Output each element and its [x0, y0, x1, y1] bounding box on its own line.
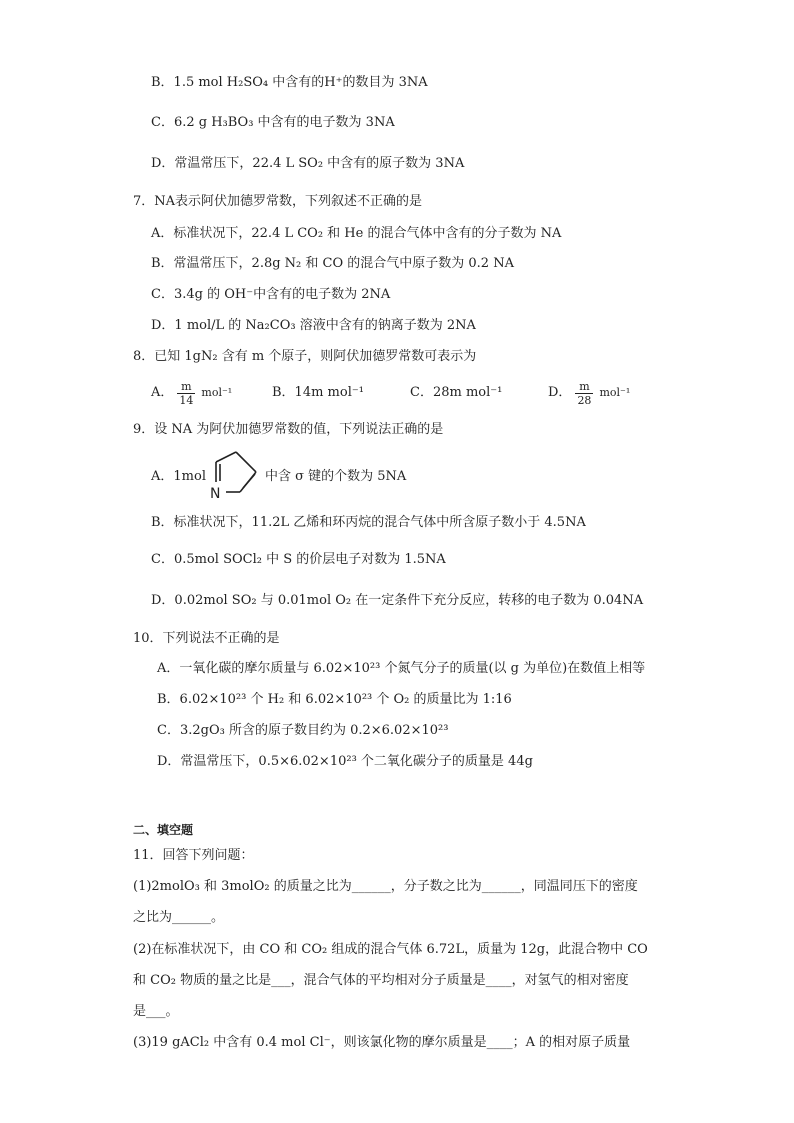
q7-option-a: A．标准状况下，22.4 L CO₂ 和 He 的混合气体中含有的分子数为 NA: [151, 226, 562, 241]
q10-stem: 10．下列说法不正确的是: [133, 631, 280, 646]
q7-option-c: C．3.4g 的 OH⁻中含有的电子数为 2NA: [151, 287, 391, 302]
q7-stem: 7．NA表示阿伏加德罗常数，下列叙述不正确的是: [133, 194, 423, 209]
q8-option-a-numerator: m: [177, 380, 195, 394]
q11-part1-line2: 之比为______。: [133, 910, 225, 925]
q9-option-c: C．0.5mol SOCl₂ 中 S 的价层电子对数为 1.5NA: [151, 552, 446, 567]
q8-option-d-label: D．: [548, 385, 572, 400]
q10-option-c: C．3.2gO₃ 所含的原子数目约为 0.2×6.02×10²³: [157, 723, 449, 738]
q8-option-a-label: A．: [151, 385, 174, 400]
pyrroline-structure: [200, 444, 264, 504]
q10-option-b: B．6.02×10²³ 个 H₂ 和 6.02×10²³ 个 O₂ 的质量比为 1:16: [157, 692, 512, 707]
q8-option-a-fraction: [177, 380, 195, 407]
q8-option-d-unit: mol⁻¹: [599, 386, 631, 399]
q8-option-d-fraction: [575, 380, 593, 407]
q10-option-a: A．一氧化碳的摩尔质量与 6.02×10²³ 个氮气分子的质量(以 g 为单位)在数值上相等: [157, 661, 646, 676]
q11-part2-line3: 是___。: [133, 1004, 179, 1019]
q9-option-a-suffix: 中含 σ 键的个数为 5NA: [265, 469, 407, 484]
q9-option-d: D．0.02mol SO₂ 与 0.01mol O₂ 在一定条件下充分反应，转移的电子数为 0.04NA: [151, 593, 644, 608]
q8-option-b: B．14m mol⁻¹: [272, 385, 364, 400]
q9-stem: 9．设 NA 为阿伏加德罗常数的值，下列说法正确的是: [133, 422, 444, 437]
q8-option-c: C．28m mol⁻¹: [410, 385, 503, 400]
q11-part2-line1: (2)在标准状况下，由 CO 和 CO₂ 组成的混合气体 6.72L，质量为 12g，此混合物中 CO: [133, 942, 648, 957]
q8-option-a: [151, 376, 232, 410]
q11-part2-line2: 和 CO₂ 物质的量之比是___，混合气体的平均相对分子质量是____，对氢气的相对密度: [133, 973, 629, 988]
q6-option-c: C．6.2 g H₃BO₃ 中含有的电子数为 3NA: [151, 115, 395, 130]
q8-option-a-unit: mol⁻¹: [201, 386, 233, 399]
q8-option-d-numerator: m: [575, 380, 593, 394]
q6-option-d: D．常温常压下，22.4 L SO₂ 中含有的原子数为 3NA: [151, 156, 465, 171]
ring-nitrogen-label: N: [210, 486, 221, 502]
q11-part1-line1: (1)2molO₃ 和 3molO₂ 的质量之比为______，分子数之比为______，同温同压下的密度: [133, 879, 638, 894]
q10-option-d: D．常温常压下，0.5×6.02×10²³ 个二氧化碳分子的质量是 44g: [157, 754, 533, 769]
q11-part3-line1: (3)19 gACl₂ 中含有 0.4 mol Cl⁻，则该氯化物的摩尔质量是____；A 的相对原子质量: [133, 1035, 631, 1050]
q8-option-d-denominator: 28: [577, 393, 592, 407]
q8-option-d: [548, 376, 630, 410]
section-title-fill-in: 二、填空题: [133, 823, 194, 837]
q8-option-a-denominator: 14: [179, 393, 194, 407]
q9-option-a-prefix: A．1mol: [151, 469, 206, 484]
q11-stem: 11．回答下列问题：: [133, 848, 254, 863]
q9-option-b: B．标准状况下，11.2L 乙烯和环丙烷的混合气体中所含原子数小于 4.5NA: [151, 515, 586, 530]
q6-option-b: B．1.5 mol H₂SO₄ 中含有的H⁺的数目为 3NA: [151, 75, 428, 90]
q8-stem: 8．已知 1gN₂ 含有 m 个原子，则阿伏加德罗常数可表示为: [133, 349, 477, 364]
q7-option-d: D．1 mol/L 的 Na₂CO₃ 溶液中含有的钠离子数为 2NA: [151, 318, 476, 333]
q7-option-b: B．常温常压下，2.8g N₂ 和 CO 的混合气中原子数为 0.2 NA: [151, 256, 514, 271]
